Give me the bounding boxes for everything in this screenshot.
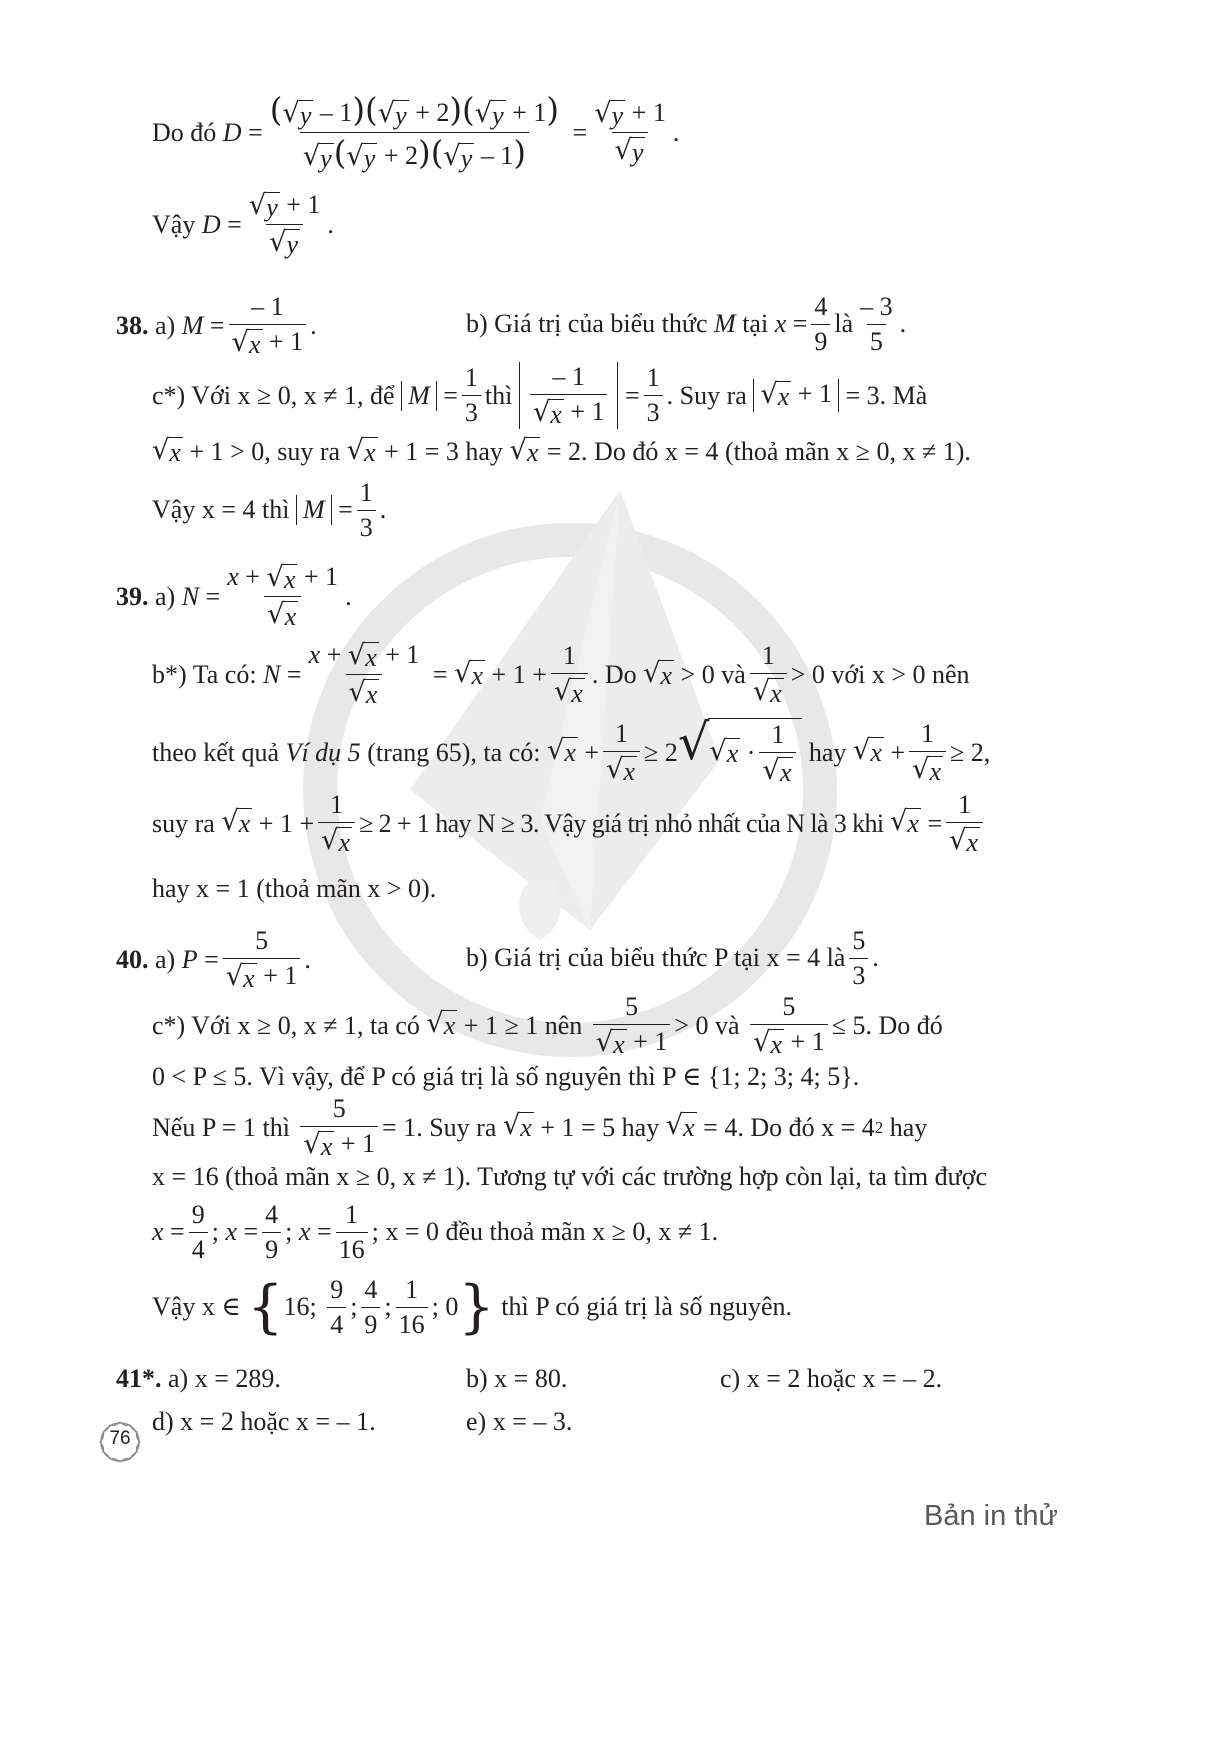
p39-line-b4: hay x = 1 (thoả mãn x > 0). bbox=[152, 874, 437, 903]
p39-line-a: 39. a) N = x + √ x + 1 √ x . bbox=[116, 561, 352, 632]
text-do: . Do bbox=[591, 659, 637, 689]
p39-line-b2: theo kết quả Ví dụ 5 (trang 65), ta có: √ x + 1 √ x ≥ 2 √ √ x · 1 √ x hay √ x + 1 √ x ≥ 2, bbox=[152, 713, 991, 787]
page-number: 76 bbox=[109, 1428, 131, 1449]
text-p39-l2a: theo kết quả bbox=[152, 737, 280, 767]
problem-number-39: 39. bbox=[116, 581, 149, 611]
fraction-D-long: ( √ y – 1)( √ y + 2)( √ y + 1) √ y ( √ y + 2)( √ y – 1) bbox=[269, 91, 560, 174]
p41-d: d) x = 2 hoặc x = – 1. bbox=[152, 1407, 376, 1436]
text-do-do: Do đó bbox=[152, 117, 217, 147]
p40-line-c5: x = $\frac{9}{4}$ ; x = $\frac{4}{9}$ ; x = $\frac{1}{16}$ ; x = 0 đều thoả mãn x ≥ 0, x ≠ 1. bbox=[152, 1200, 719, 1264]
p38-line-c: c*) Với x ≥ 0, x ≠ 1, để M = $\frac{1}{3}$ thì – 1 √ x + 1 = $\frac{1}{3}$ . Suy ra √ x + 1 = 3. Mà bbox=[152, 362, 928, 429]
p38-line-b: b) Giá trị của biểu thức M tại x = $\frac{4}{9}$ là $\frac{- 3}{5}$ . bbox=[466, 292, 907, 356]
text-p39-l3b: ≥ 2 + 1 hay N ≥ 3. Vậy giá trị nhỏ nhất của N là 3 khi bbox=[359, 808, 884, 838]
p40-line-c4: x = 16 (thoả mãn x ≥ 0, x ≠ 1). Tương tự với các trường hợp còn lại, ta tìm được bbox=[152, 1162, 988, 1191]
text-gt0-va: > 0 và bbox=[680, 659, 746, 689]
p41-line-1 bbox=[116, 1362, 281, 1396]
fraction-1-3: $\frac{1}{3}$ bbox=[462, 363, 481, 428]
text-p39-b: b*) Ta có: bbox=[152, 659, 257, 689]
problem-number-41: 41*. bbox=[116, 1364, 162, 1393]
fraction-1-3-b: $\frac{1}{3}$ bbox=[644, 363, 663, 428]
text-hay: hay bbox=[889, 1112, 928, 1142]
text-p39-l2b: (trang 65), ta có: bbox=[367, 737, 541, 767]
problem-number-38: 38. bbox=[116, 310, 149, 340]
text-p40-c1d: ≤ 5. Do đó bbox=[831, 1010, 943, 1040]
p40-line-a: 40. a) P = 5 √ x + 1 . bbox=[116, 926, 311, 993]
p38-b-text: b) Giá trị của biểu thức bbox=[466, 309, 708, 339]
label-a: a) bbox=[155, 310, 176, 340]
fraction-N: x + √ x + 1 √ x bbox=[227, 561, 339, 632]
p40-line-c2: 0 < P ≤ 5. Vì vậy, để P có giá trị là số nguyên thì P ∈ {1; 2; 3; 4; 5}. bbox=[152, 1062, 860, 1091]
text-p39-b-end: > 0 với x > 0 nên bbox=[790, 659, 970, 689]
fraction-4-9: $\frac{4}{9}$ bbox=[811, 292, 830, 357]
p40-line-c6: Vậy x ∈ { 16; $\frac{9}{4}$ ; $\frac{4}{9}$ ; $\frac{1}{16}$ ; 0 } thì P có giá trị là số nguyên. bbox=[152, 1274, 793, 1340]
fraction-P: 5 √ x + 1 bbox=[223, 926, 301, 993]
fraction-N-b: x + √ x + 1 √ x bbox=[308, 639, 420, 710]
text-p38-l2b: + 1 = 3 hay bbox=[384, 437, 503, 467]
text-ge2: ≥ 2, bbox=[950, 737, 991, 767]
text-p40-c6b: thì P có giá trị là số nguyên. bbox=[501, 1292, 793, 1321]
fraction-M: – 1 √ x + 1 bbox=[229, 292, 307, 359]
abs-fraction: – 1 √ x + 1 bbox=[519, 362, 619, 429]
fraction-1-sqrtx: 1 √ x bbox=[551, 641, 588, 708]
text-suy-ra: suy ra bbox=[152, 808, 215, 838]
text-p40-c1a: c*) Với x ≥ 0, x ≠ 1, ta có bbox=[152, 1010, 420, 1040]
p40-line-c3: Nếu P = 1 thì 5 √ x + 1 = 1. Suy ra √ x + 1 = 5 hay √ x = 4. Do đó x = 4 2 hay bbox=[152, 1094, 928, 1161]
text-p40-c5-end: ; x = 0 đều thoả mãn x ≥ 0, x ≠ 1. bbox=[371, 1217, 719, 1247]
text-vay: Vậy bbox=[152, 209, 196, 239]
p38-line-3: Vậy x = 4 thì M = $\frac{1}{3}$ . bbox=[152, 478, 387, 542]
text-vi-du-5: Ví dụ 5 bbox=[285, 737, 361, 767]
fraction-D-short: √ y + 1 √ y bbox=[594, 97, 666, 168]
text-p40-c1b: + 1 ≥ 1 nên bbox=[463, 1010, 583, 1040]
text-p38-l3: Vậy x = 4 thì bbox=[152, 495, 290, 525]
text-la: là bbox=[834, 309, 854, 339]
fraction-1-3-c: $\frac{1}{3}$ bbox=[357, 478, 376, 543]
p40-b-text: b) Giá trị của biểu thức P tại x = 4 là bbox=[466, 943, 846, 973]
p40-line-c1: c*) Với x ≥ 0, x ≠ 1, ta có √ x + 1 ≥ 1 nên 5 √ x + 1 > 0 và 5 √ x + 1 ≤ 5. Do đó bbox=[152, 992, 943, 1059]
p40-line-b: b) Giá trị của biểu thức P tại x = 4 là $\frac{5}{3}$ . bbox=[466, 926, 879, 990]
text-p40-c3b: = 1. Suy ra bbox=[382, 1112, 497, 1142]
p39-line-b3: suy ra √ x + 1 + 1 √ x ≥ 2 + 1 hay N ≥ 3. Vậy giá trị nhỏ nhất của N là 3 khi √ x = 1 √ x bbox=[152, 790, 987, 857]
top-line-2: Vậy D = √ y + 1 √ y . bbox=[152, 189, 334, 260]
p41-c: c) x = 2 hoặc x = – 2. bbox=[720, 1364, 943, 1393]
p41-b: b) x = 80. bbox=[466, 1364, 568, 1393]
fraction-D-result: √ y + 1 √ y bbox=[248, 189, 321, 260]
proof-print-label: Bản in thử bbox=[924, 1500, 1058, 1532]
text-hay: hay bbox=[808, 737, 847, 767]
problem-number-40: 40. bbox=[116, 944, 149, 974]
text-p40-c3c: + 1 = 5 hay bbox=[540, 1112, 660, 1142]
label-a: a) bbox=[155, 581, 176, 611]
text-vay-x-in: Vậy x ∈ bbox=[152, 1292, 241, 1321]
fraction-1-sqrtx-b: 1 √ x bbox=[750, 641, 787, 708]
p38-line-2: √ x + 1 > 0, suy ra √ x + 1 = 3 hay √ x = 2. Do đó x = 4 (thoả mãn x ≥ 0, x ≠ 1). bbox=[152, 435, 971, 467]
top-line-1: Do đó D = ( √ y – 1)( √ y + 2)( √ y + 1) √ y ( √ y + 2)( √ y – 1) = √ y + 1 √ y . bbox=[152, 91, 680, 174]
page-number-badge bbox=[97, 1419, 143, 1465]
text-p40-c3d: = 4. Do đó x = 4 bbox=[703, 1112, 875, 1142]
p39-line-b1: b*) Ta có: N = x + √ x + 1 √ x = √ x + 1 + 1 √ x . Do √ x > 0 và 1 √ x > 0 với x > 0 nên bbox=[152, 639, 970, 710]
fraction-neg3-5: $\frac{- 3}{5}$ bbox=[860, 292, 893, 356]
p41-a: a) x = 289. bbox=[168, 1364, 281, 1393]
text-p40-c1c: > 0 và bbox=[674, 1010, 740, 1040]
text-p38-l2a: + 1 > 0, suy ra bbox=[189, 437, 341, 467]
p41-e: e) x = – 3. bbox=[466, 1407, 573, 1436]
p38-c-text: c*) Với x ≥ 0, x ≠ 1, để bbox=[152, 380, 395, 410]
fraction-5-3: $\frac{5}{3}$ bbox=[849, 926, 868, 991]
text-thi: thì bbox=[484, 380, 513, 410]
sqrt-product: √ √ x · 1 √ x bbox=[678, 718, 803, 787]
label-a: a) bbox=[155, 944, 176, 974]
text-tai: tại bbox=[742, 309, 769, 339]
text-p40-c3a: Nếu P = 1 thì bbox=[152, 1112, 290, 1142]
text-p38-l2c: = 2. Do đó x = 4 (thoả mãn x ≥ 0, x ≠ 1). bbox=[546, 437, 971, 467]
p38-line-a: 38. a) M = – 1 √ x + 1 . bbox=[116, 292, 317, 359]
text-eq3-ma: = 3. Mà bbox=[845, 380, 928, 410]
text-suy-ra: Suy ra bbox=[679, 380, 747, 410]
